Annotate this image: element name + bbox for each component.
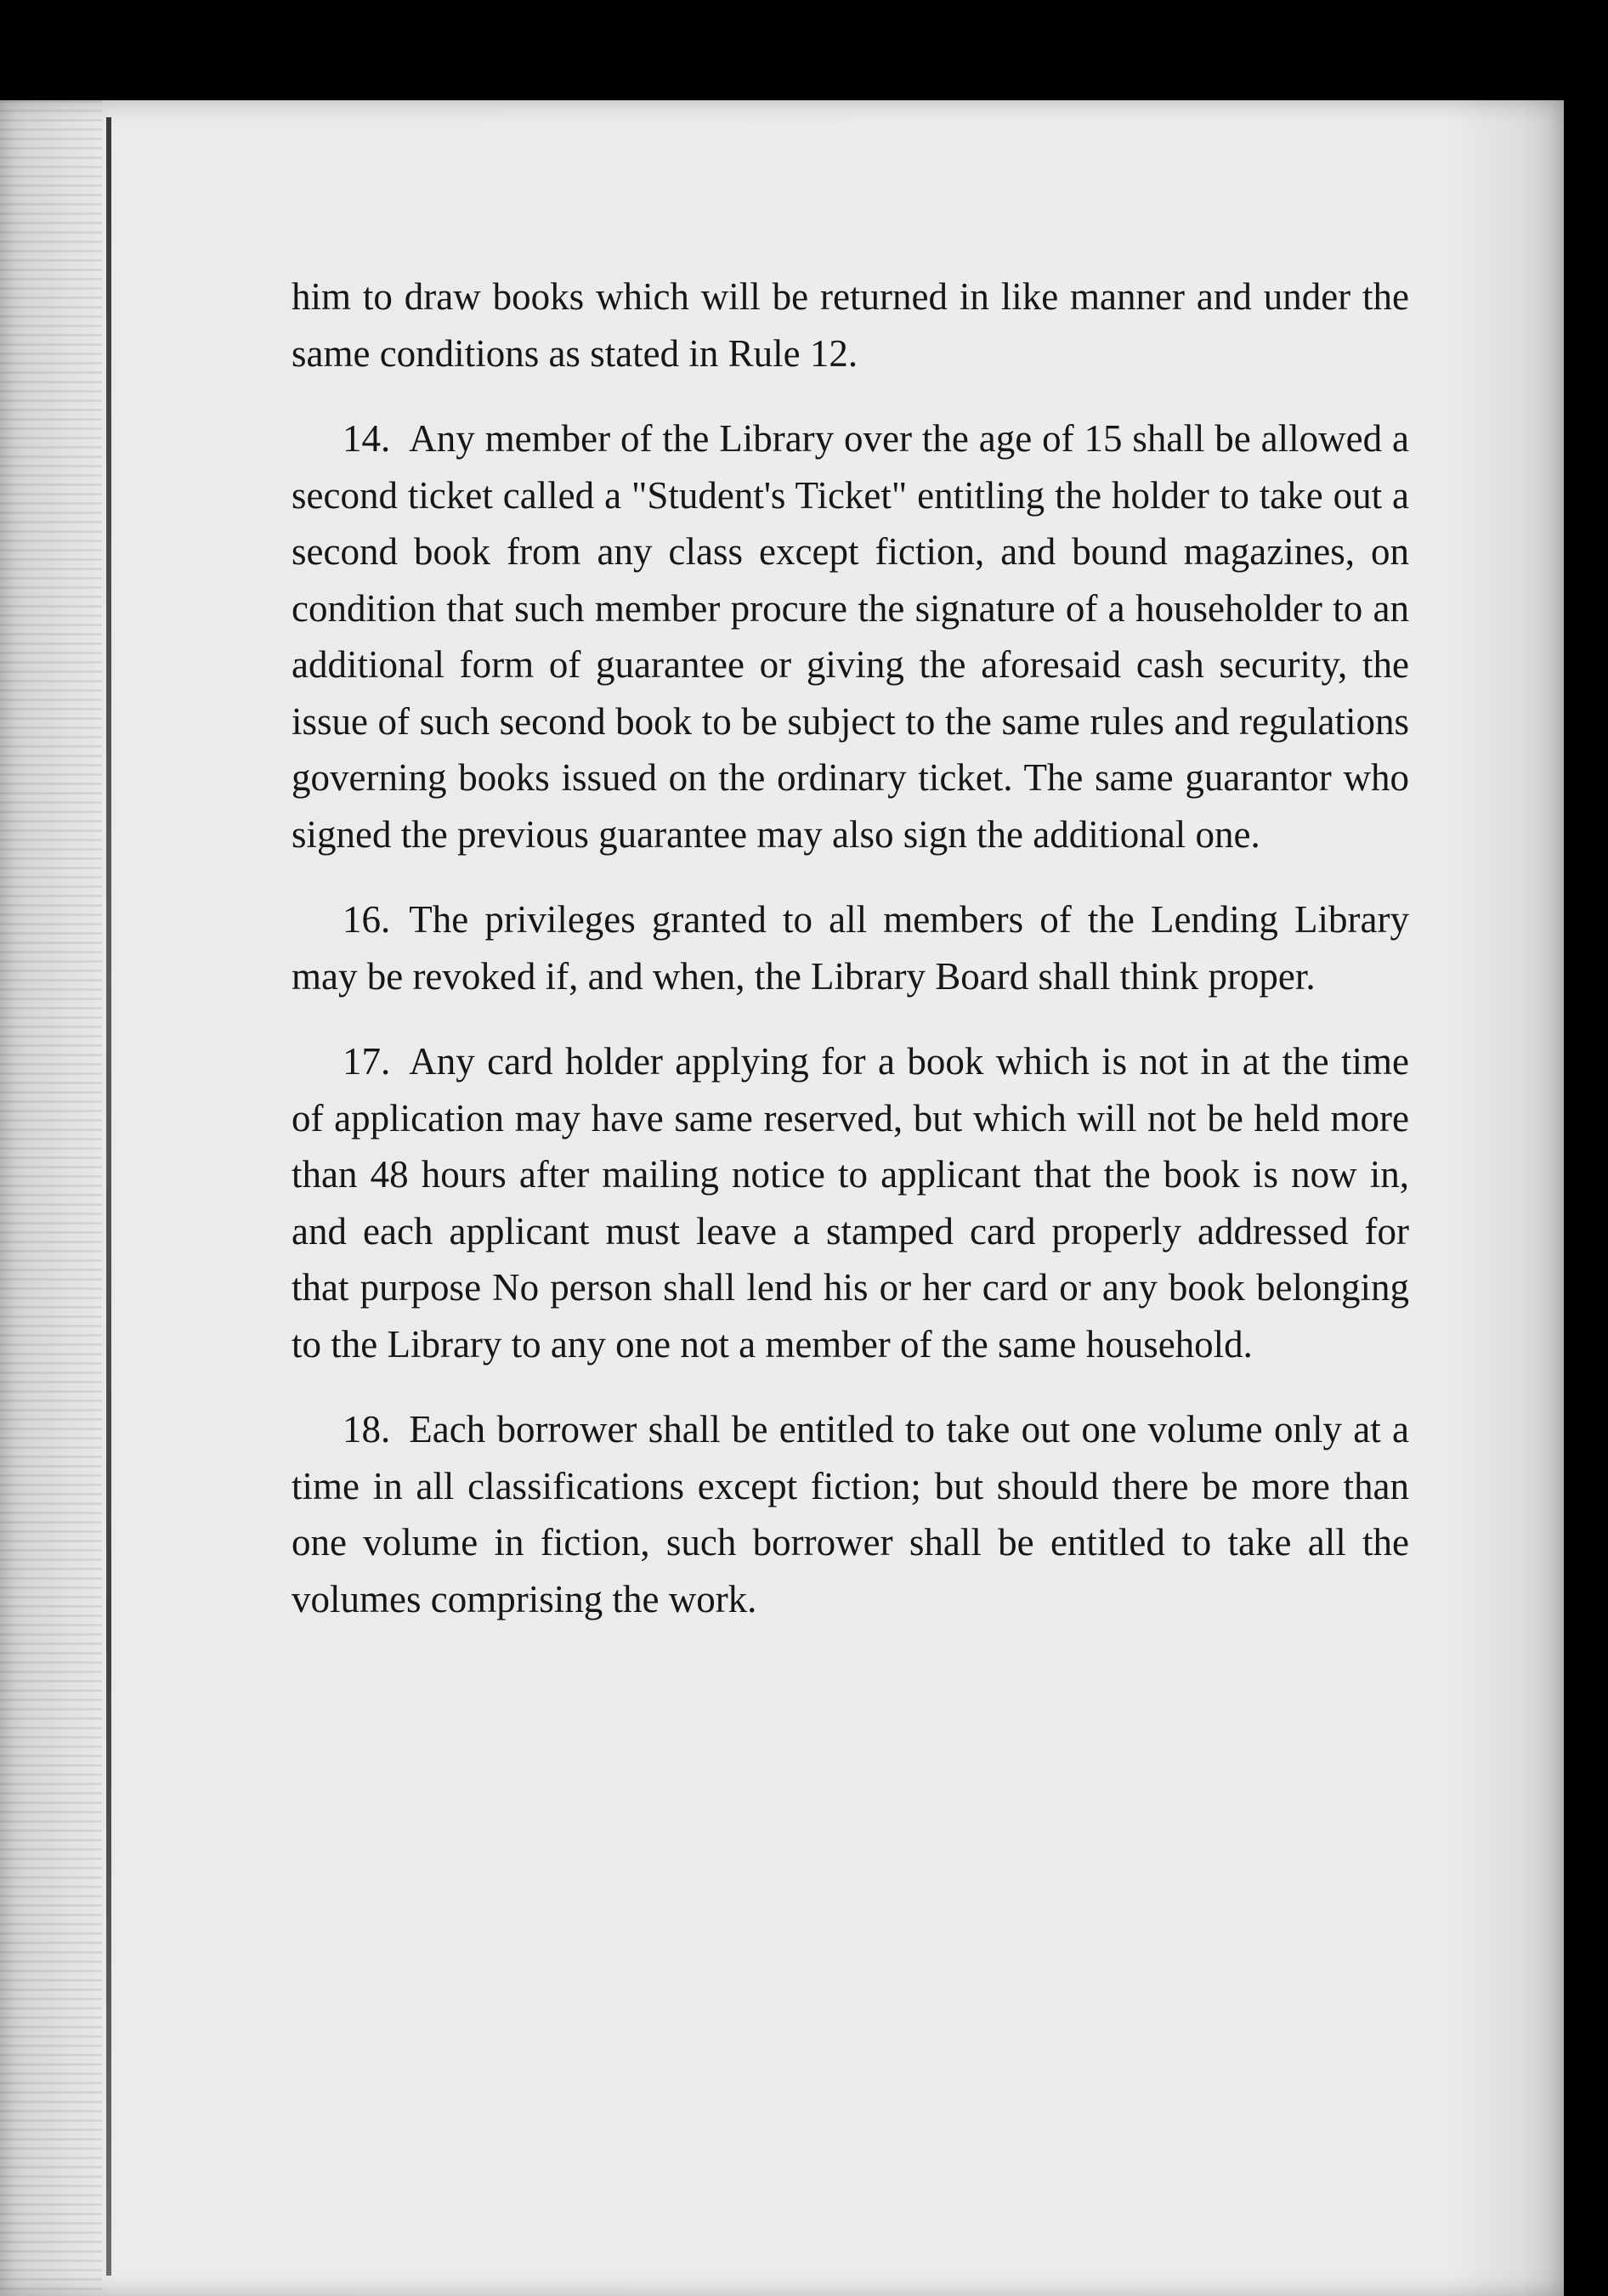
paragraph-rule-16 xyxy=(292,891,1409,1004)
scanned-page xyxy=(0,100,1564,2296)
rule-number: 17. xyxy=(343,1040,391,1083)
paragraph-rule-17 xyxy=(292,1033,1409,1372)
paragraph-text: Any card holder applying for a book which is not in at the time of application may have same reserved, but which will not be held more than 48 hours after mailing notice to applicant that the book is now in, and each applicant must leave a stamped card properly addressed for that purpose No person shall lend his or her card or any book belonging to the Library to any one not a member of the same household. xyxy=(292,1040,1409,1366)
rule-number: 14. xyxy=(343,417,391,460)
paragraph-text: him to draw books which will be returned in like manner and under the same conditions as stated in Rule 12. xyxy=(292,275,1409,375)
paragraph-continuation xyxy=(292,269,1409,382)
paragraph-rule-14 xyxy=(292,410,1409,862)
paragraph-text: Each borrower shall be entitled to take out one volume only at a time in all classifications except fiction; but should there be more than one volume in fiction, such borrower shall be entitled to take all the volumes comprising the work. xyxy=(292,1408,1409,1620)
rule-number: 16. xyxy=(343,898,391,941)
rule-number: 18. xyxy=(343,1408,391,1451)
paragraph-text: The privileges granted to all members of the Lending Library may be revoked if, and when, the Library Board shall think proper. xyxy=(292,898,1409,998)
paragraph-rule-18 xyxy=(292,1401,1409,1627)
paragraph-text: Any member of the Library over the age of 15 shall be allowed a second ticket called a "Student's Ticket" entitling the holder to take out a second book from any class except fiction, and bound magazines, on condition that such member procure the signature of a householder to an additional form of guarantee or giving the aforesaid cash security, the issue of such second book to be subject to the same rules and regulations governing books issued on the ordinary ticket. The same guarantor who signed the previous guarantee may also sign the additional one. xyxy=(292,417,1409,856)
rules-text xyxy=(292,269,1409,1656)
